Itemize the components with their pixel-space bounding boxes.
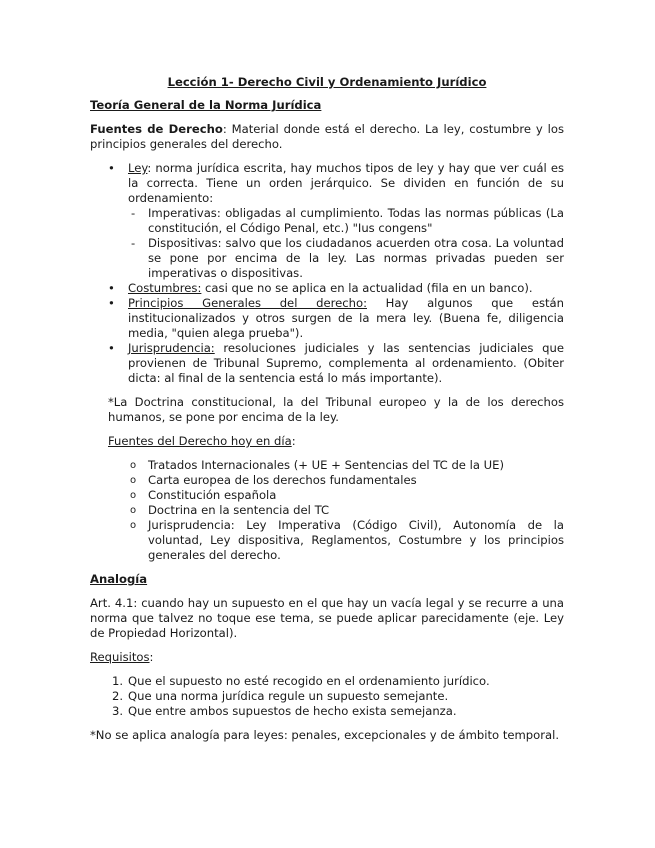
sub-item-text: Dispositivas: salvo que los ciudadanos acuerden otra cosa. La voluntad se pone por encima de la ley. Las normas privadas pueden ser imperativas o dispositivas. xyxy=(148,236,564,280)
sublist-item-imperativas xyxy=(128,206,564,236)
list-item xyxy=(90,488,564,503)
page-title: Lección 1- Derecho Civil y Ordenamiento Jurídico xyxy=(167,75,487,89)
bullet-icon: • xyxy=(108,161,115,175)
circle-bullet-icon: o xyxy=(130,460,137,471)
item-label: Jurisprudencia: xyxy=(128,341,215,355)
item-text: Hay algunos que están institucionalizados y otros surgen de la mera ley. (Buena fe, diligencia media, "quien alega prueba"). xyxy=(128,296,564,340)
list-item xyxy=(90,473,564,488)
analogia-note: *No se aplica analogía para leyes: penales, excepcionales y de ámbito temporal. xyxy=(90,728,560,742)
ley-sublist xyxy=(128,206,564,281)
hoy-colon: : xyxy=(291,434,296,448)
list-number: 2. xyxy=(112,689,124,703)
item-text: casi que no se aplica en la actualidad (fila en un banco). xyxy=(201,281,533,295)
art-paragraph: Art. 4.1: cuando hay un supuesto en el que hay un vacía legal y se recurre a una norma que talvez no toque ese tema, se puede aplicar parecidamente (eje. Ley de Propiedad Horizontal). xyxy=(90,596,564,640)
fuentes-label: Fuentes de Derecho xyxy=(90,122,223,136)
fuentes-paragraph xyxy=(90,122,564,152)
list-item xyxy=(90,689,564,704)
list-item xyxy=(90,458,564,473)
item-label: Ley xyxy=(128,161,148,175)
requisito-text: Que una norma jurídica regule un supuesto semejante. xyxy=(128,689,449,703)
circle-bullet-icon: o xyxy=(130,520,137,531)
fuentes-list xyxy=(90,161,564,386)
list-item-ley xyxy=(90,161,564,281)
hoy-item-text: Doctrina en la sentencia del TC xyxy=(148,503,330,517)
hoy-item-text: Constitución española xyxy=(148,488,277,502)
hoy-item-text: Carta europea de los derechos fundamentales xyxy=(148,473,417,487)
requisitos-colon: : xyxy=(149,650,154,664)
fuentes-text: : Material donde está el derecho. La ley, costumbre y los principios generales del derecho. xyxy=(90,122,564,151)
list-item xyxy=(90,518,564,563)
doctrina-note: *La Doctrina constitucional, la del Tribunal europeo y la de los derechos humanos, se pone por encima de la ley. xyxy=(108,395,564,424)
list-item xyxy=(90,704,564,719)
sublist-item-dispositivas xyxy=(128,236,564,281)
bullet-icon: • xyxy=(108,281,115,295)
item-text: resoluciones judiciales y las sentencias judiciales que provienen de Tribunal Supremo, complementa al ordenamiento. (Obiter dicta: al final de la sentencia está lo más importante). xyxy=(128,341,564,385)
requisito-text: Que entre ambos supuestos de hecho exista semejanza. xyxy=(128,704,457,718)
requisitos-list xyxy=(90,674,564,719)
hoy-item-text: Tratados Internacionales (+ UE + Sentencias del TC de la UE) xyxy=(148,458,504,472)
bullet-icon: • xyxy=(108,296,115,310)
list-item-principios xyxy=(90,296,564,341)
circle-bullet-icon: o xyxy=(130,490,137,501)
list-item xyxy=(90,503,564,518)
item-label: Costumbres: xyxy=(128,281,202,295)
hoy-item-text: Jurisprudencia: Ley Imperativa (Código Civil), Autonomía de la voluntad, Ley dispositiva, Reglamentos, Costumbre y los principios generales del derecho. xyxy=(148,518,564,562)
requisito-text: Que el supuesto no esté recogido en el ordenamiento jurídico. xyxy=(128,674,490,688)
requisitos-heading xyxy=(90,650,564,665)
section-heading-analogia: Analogía xyxy=(90,572,148,586)
list-number: 1. xyxy=(112,674,124,688)
circle-bullet-icon: o xyxy=(130,475,137,486)
circle-bullet-icon: o xyxy=(130,505,137,516)
document-body xyxy=(90,75,564,743)
sub-item-text: Imperativas: obligadas al cumplimiento. Todas las normas públicas (La constitución, el Código Penal, etc.) "Ius congens" xyxy=(148,206,564,235)
dash-icon: - xyxy=(131,206,136,220)
requisitos-label: Requisitos xyxy=(90,650,150,664)
list-number: 3. xyxy=(112,704,124,718)
section-heading-teoria: Teoría General de la Norma Jurídica xyxy=(90,98,322,112)
list-item-costumbres xyxy=(90,281,564,296)
dash-icon: - xyxy=(131,236,136,250)
list-item xyxy=(90,674,564,689)
hoy-list xyxy=(90,458,564,563)
hoy-heading xyxy=(90,434,564,449)
list-item-jurisprudencia xyxy=(90,341,564,386)
item-text: : norma jurídica escrita, hay muchos tipos de ley y hay que ver cuál es la correcta. Tiene un orden jerárquico. Se dividen en función de su ordenamiento: xyxy=(128,161,564,205)
hoy-label: Fuentes del Derecho hoy en día xyxy=(108,434,292,448)
item-label: Principios Generales del derecho: xyxy=(128,296,367,310)
bullet-icon: • xyxy=(108,341,115,355)
